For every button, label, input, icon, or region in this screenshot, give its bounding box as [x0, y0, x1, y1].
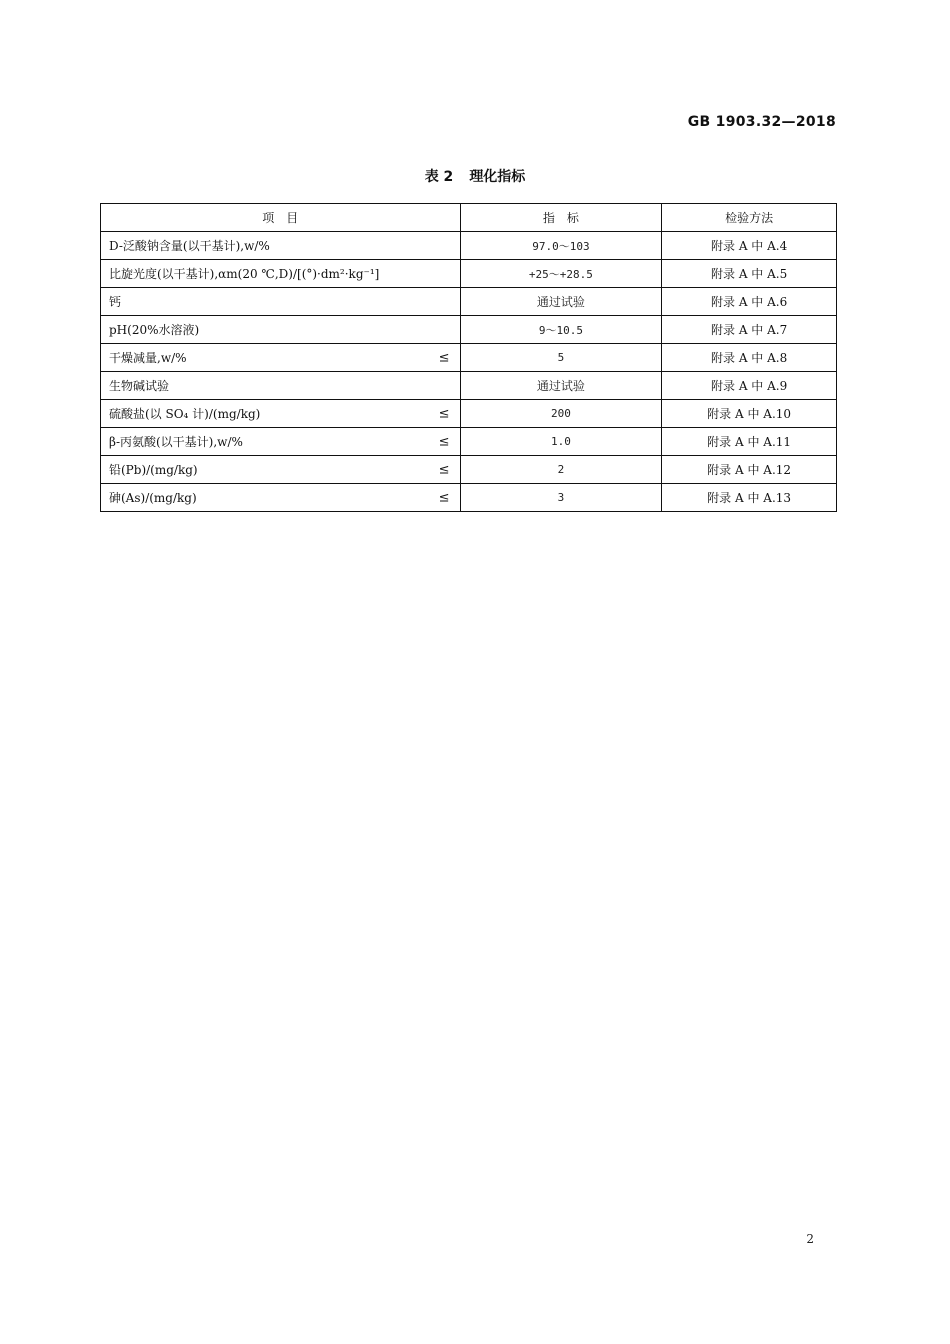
row-value: 2 [460, 456, 662, 484]
row-item [101, 316, 461, 344]
row-method: 附录 A 中 A.7 [662, 316, 837, 344]
row-method: 附录 A 中 A.12 [662, 456, 837, 484]
row-item [101, 372, 461, 400]
row-item [101, 260, 461, 288]
table-row [101, 288, 837, 316]
row-item [101, 288, 461, 316]
row-method: 附录 A 中 A.4 [662, 232, 837, 260]
table-number: 表 2 [424, 169, 454, 185]
leq-symbol: ≤ [438, 462, 450, 477]
row-method: 附录 A 中 A.11 [662, 428, 837, 456]
row-value: +25～+28.5 [460, 260, 662, 288]
leq-symbol: ≤ [438, 406, 450, 421]
table-row [101, 400, 837, 428]
leq-symbol: ≤ [438, 350, 450, 365]
row-value: 3 [460, 484, 662, 512]
header-item: 项 目 [101, 204, 461, 232]
row-item-label: 铅(Pb)/(mg/kg) [109, 463, 198, 477]
table-row [101, 372, 837, 400]
row-value: 通过试验 [460, 372, 662, 400]
row-item [101, 428, 461, 456]
header-method: 检验方法 [662, 204, 837, 232]
row-value: 5 [460, 344, 662, 372]
row-item-label: D-泛酸钠含量(以干基计),w/% [109, 239, 270, 253]
standard-number: GB 1903.32—2018 [687, 114, 836, 130]
row-method: 附录 A 中 A.6 [662, 288, 837, 316]
row-item-label: 钙 [109, 295, 122, 309]
row-item [101, 484, 461, 512]
leq-symbol: ≤ [438, 434, 450, 449]
table-caption [0, 166, 950, 186]
row-method: 附录 A 中 A.8 [662, 344, 837, 372]
table-row [101, 428, 837, 456]
row-item-label: 生物碱试验 [109, 379, 170, 393]
table-row [101, 484, 837, 512]
table-row [101, 344, 837, 372]
row-method: 附录 A 中 A.10 [662, 400, 837, 428]
table-row [101, 232, 837, 260]
row-item-label: 硫酸盐(以 SO₄ 计)/(mg/kg) [109, 407, 261, 421]
row-method: 附录 A 中 A.9 [662, 372, 837, 400]
row-item-label: 干燥减量,w/% [109, 351, 187, 365]
spec-table [100, 203, 837, 512]
row-item [101, 400, 461, 428]
row-item [101, 232, 461, 260]
row-item [101, 456, 461, 484]
row-item-label: pH(20%水溶液) [109, 323, 200, 337]
row-value: 200 [460, 400, 662, 428]
table-title: 理化指标 [469, 169, 526, 185]
row-value: 9～10.5 [460, 316, 662, 344]
row-method: 附录 A 中 A.13 [662, 484, 837, 512]
row-value: 97.0～103 [460, 232, 662, 260]
row-value: 1.0 [460, 428, 662, 456]
row-item-label: 砷(As)/(mg/kg) [109, 491, 197, 505]
table-row [101, 316, 837, 344]
row-item-label: β-丙氨酸(以干基计),w/% [109, 435, 243, 449]
row-method: 附录 A 中 A.5 [662, 260, 837, 288]
leq-symbol: ≤ [438, 490, 450, 505]
table-header-row [101, 204, 837, 232]
table-row [101, 260, 837, 288]
header-value: 指 标 [460, 204, 662, 232]
table-row [101, 456, 837, 484]
row-item [101, 344, 461, 372]
row-item-label: 比旋光度(以干基计),αm(20 ℃,D)/[(°)·dm²·kg⁻¹] [109, 267, 380, 281]
page-number: 2 [806, 1232, 814, 1246]
row-value: 通过试验 [460, 288, 662, 316]
